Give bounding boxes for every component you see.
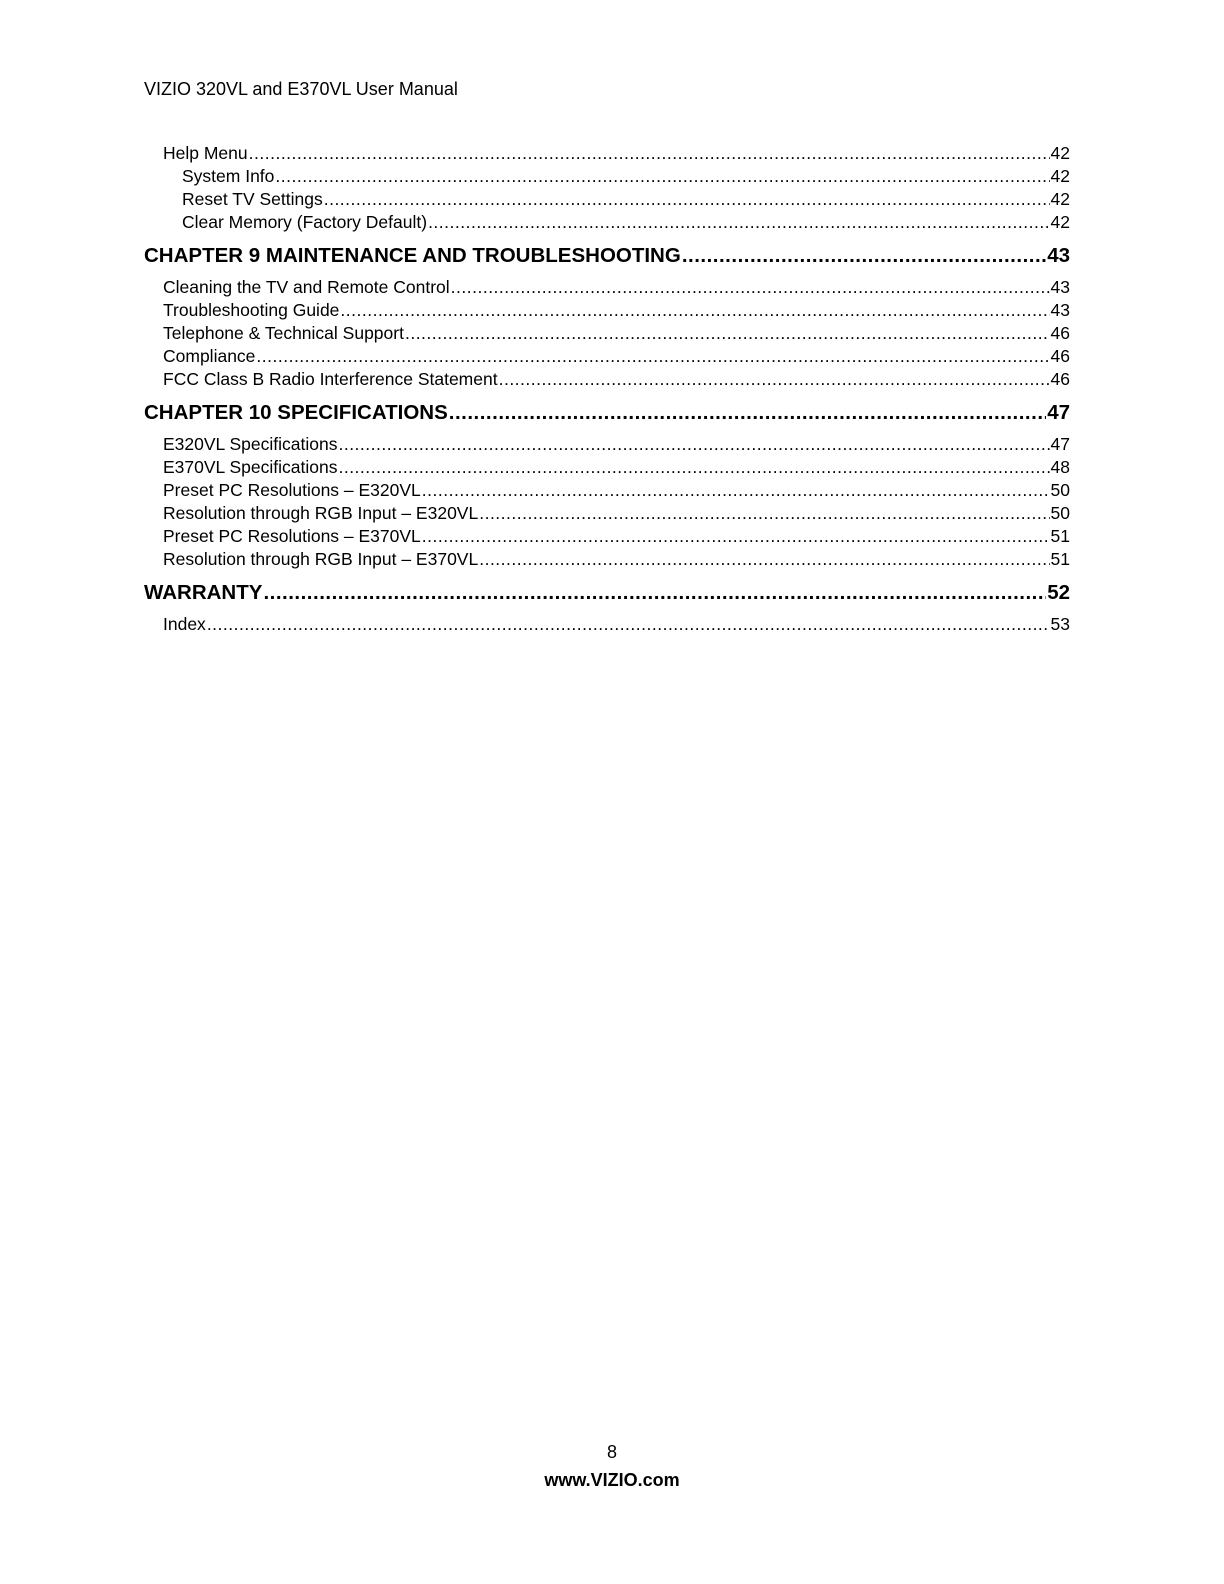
- running-header: VIZIO 320VL and E370VL User Manual: [144, 79, 458, 99]
- toc-entry[interactable]: [144, 276, 1070, 299]
- toc-entry-page: 46: [1050, 346, 1070, 366]
- table-of-contents: [144, 142, 1070, 636]
- dot-leader: [275, 165, 1049, 188]
- toc-entry-page: 43: [1050, 300, 1070, 320]
- dot-leader: [479, 502, 1049, 525]
- toc-chapter-label: CHAPTER 10 SPECIFICATIONS: [144, 401, 448, 424]
- dot-leader: [405, 322, 1050, 345]
- toc-entry[interactable]: [144, 188, 1070, 211]
- dot-leader: [338, 456, 1049, 479]
- toc-entry[interactable]: [144, 548, 1070, 571]
- dot-leader: [207, 613, 1050, 636]
- toc-entry-label: System Info: [182, 166, 275, 186]
- toc-entry-page: 42: [1050, 212, 1070, 232]
- toc-chapter-page: 43: [1047, 244, 1070, 267]
- toc-entry-page: 47: [1050, 434, 1070, 454]
- toc-entry[interactable]: [144, 322, 1070, 345]
- toc-chapter-label: WARRANTY: [144, 581, 263, 604]
- toc-entry-page: 42: [1050, 143, 1070, 163]
- toc-entry[interactable]: [144, 299, 1070, 322]
- toc-entry-page: 48: [1050, 457, 1070, 477]
- toc-entry-label: Clear Memory (Factory Default): [182, 212, 428, 232]
- dot-leader: [338, 433, 1049, 456]
- dot-leader: [324, 188, 1050, 211]
- toc-entry[interactable]: [144, 613, 1070, 636]
- toc-chapter-page: 52: [1047, 581, 1070, 604]
- dot-leader: [449, 400, 1046, 426]
- toc-chapter-heading[interactable]: [144, 580, 1070, 606]
- dot-leader: [256, 345, 1049, 368]
- dot-leader: [499, 368, 1050, 391]
- toc-entry-label: Compliance: [163, 346, 256, 366]
- toc-entry[interactable]: [144, 525, 1070, 548]
- toc-entry[interactable]: [144, 345, 1070, 368]
- toc-entry-page: 50: [1050, 480, 1070, 500]
- toc-entry-page: 51: [1050, 549, 1070, 569]
- toc-entry-label: Index: [163, 614, 206, 634]
- toc-entry-label: Preset PC Resolutions – E320VL: [163, 480, 421, 500]
- toc-entry-label: FCC Class B Radio Interference Statement: [163, 369, 498, 389]
- dot-leader: [451, 276, 1050, 299]
- toc-entry-page: 42: [1050, 166, 1070, 186]
- dot-leader: [249, 142, 1050, 165]
- toc-entry-page: 46: [1050, 323, 1070, 343]
- toc-entry-label: Reset TV Settings: [182, 189, 323, 209]
- toc-entry-page: 43: [1050, 277, 1070, 297]
- toc-entry-label: Help Menu: [163, 143, 248, 163]
- toc-entry[interactable]: [144, 368, 1070, 391]
- toc-entry[interactable]: [144, 211, 1070, 234]
- toc-entry-label: Resolution through RGB Input – E370VL: [163, 549, 479, 569]
- dot-leader: [479, 548, 1049, 571]
- dot-leader: [340, 299, 1049, 322]
- toc-entry-label: E320VL Specifications: [163, 434, 338, 454]
- toc-entry[interactable]: [144, 502, 1070, 525]
- toc-entry-label: Cleaning the TV and Remote Control: [163, 277, 450, 297]
- toc-entry[interactable]: [144, 456, 1070, 479]
- dot-leader: [263, 580, 1046, 606]
- dot-leader: [428, 211, 1049, 234]
- toc-entry-label: Telephone & Technical Support: [163, 323, 404, 343]
- toc-entry-page: 50: [1050, 503, 1070, 523]
- footer-url[interactable]: www.VIZIO.com: [544, 1470, 680, 1490]
- toc-entry-page: 51: [1050, 526, 1070, 546]
- dot-leader: [422, 525, 1050, 548]
- toc-entry-page: 53: [1050, 614, 1070, 634]
- toc-chapter-label: CHAPTER 9 MAINTENANCE AND TROUBLESHOOTING: [144, 244, 681, 267]
- toc-chapter-page: 47: [1047, 401, 1070, 424]
- dot-leader: [682, 243, 1046, 269]
- toc-entry[interactable]: [144, 433, 1070, 456]
- toc-entry[interactable]: [144, 165, 1070, 188]
- toc-entry-label: Preset PC Resolutions – E370VL: [163, 526, 421, 546]
- toc-entry-page: 42: [1050, 189, 1070, 209]
- page-number: 8: [606, 1442, 617, 1462]
- toc-entry-page: 46: [1050, 369, 1070, 389]
- toc-entry-label: Resolution through RGB Input – E320VL: [163, 503, 479, 523]
- toc-entry[interactable]: [144, 479, 1070, 502]
- toc-entry-label: Troubleshooting Guide: [163, 300, 340, 320]
- dot-leader: [422, 479, 1050, 502]
- toc-chapter-heading[interactable]: [144, 243, 1070, 269]
- toc-chapter-heading[interactable]: [144, 400, 1070, 426]
- toc-entry-label: E370VL Specifications: [163, 457, 338, 477]
- toc-entry[interactable]: [144, 142, 1070, 165]
